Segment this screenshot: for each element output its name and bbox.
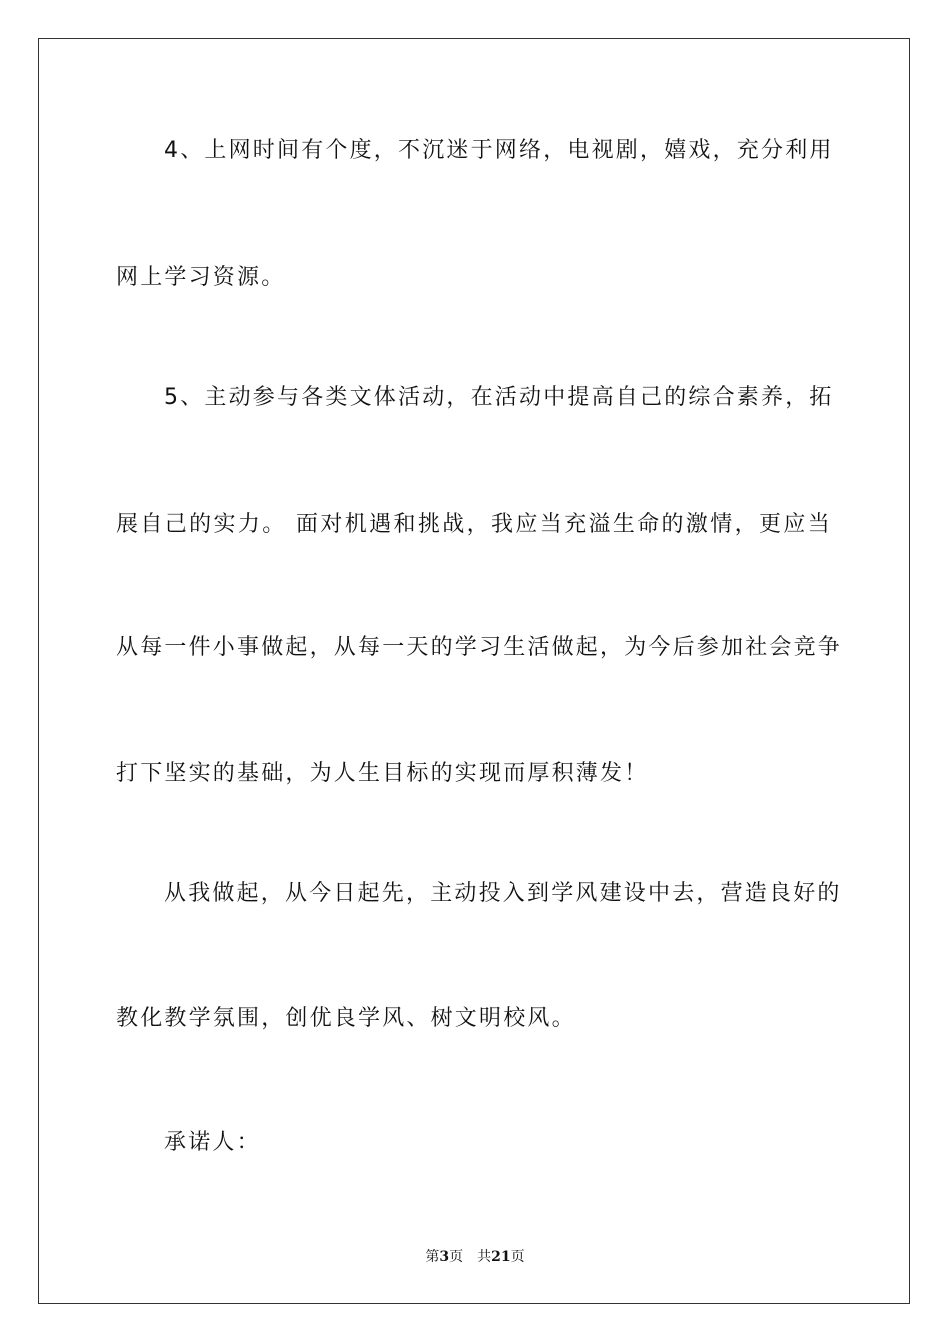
footer-page-prefix: 第	[425, 1249, 440, 1265]
footer-page-suffix: 页	[449, 1249, 464, 1265]
paragraph-4-line-1: 承诺人：	[164, 1130, 261, 1155]
footer-total-prefix: 共	[477, 1249, 492, 1265]
paragraph-2-line-2: 展自己的实力。 面对机遇和挑战，我应当充溢生命的激情，更应当	[116, 512, 832, 537]
paragraph-2-line-3: 从每一件小事做起，从每一天的学习生活做起，为今后参加社会竞争	[116, 635, 843, 660]
footer-total-suffix: 页	[510, 1249, 525, 1265]
page-footer	[0, 1248, 950, 1266]
paragraph-2-line-1: 5、主动参与各类文体活动，在活动中提高自己的综合素养，拓	[164, 385, 834, 410]
paragraph-1-line-1: 4、上网时间有个度，不沉迷于网络，电视剧，嬉戏，充分利用	[164, 138, 834, 163]
paragraph-3-line-2: 教化教学氛围，创优良学风、树文明校风。	[116, 1006, 576, 1031]
paragraph-2-line-4: 打下坚实的基础，为人生目标的实现而厚积薄发！	[116, 761, 649, 786]
footer-page-number: 3	[439, 1249, 450, 1265]
page-frame	[38, 38, 910, 1304]
paragraph-3-line-1: 从我做起，从今日起先，主动投入到学风建设中去，营造良好的	[164, 881, 842, 906]
paragraph-1-line-2: 网上学习资源。	[116, 265, 286, 290]
footer-total-pages: 21	[491, 1249, 511, 1265]
